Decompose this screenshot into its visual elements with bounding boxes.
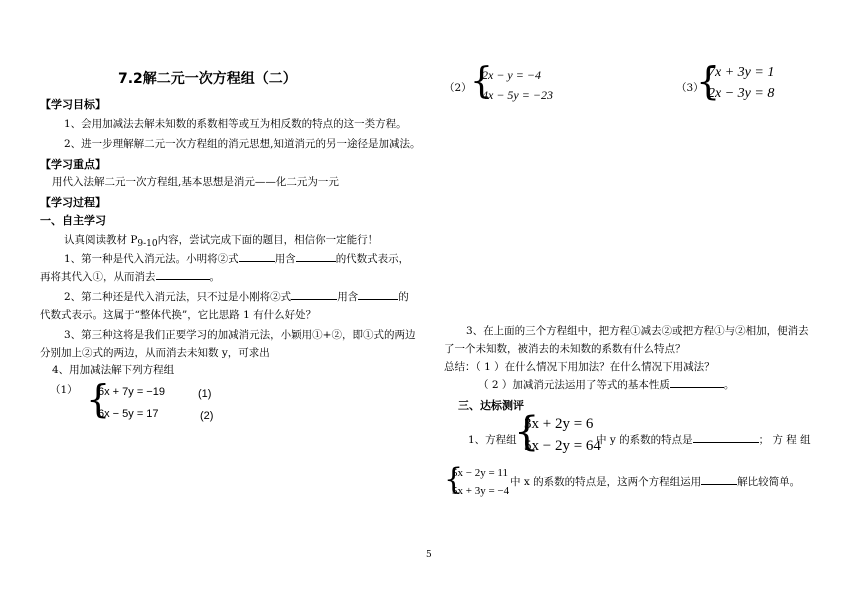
summary-2-line <box>478 377 734 392</box>
method-1-text-e: 。 <box>209 271 220 283</box>
question-3: 3、在上面的三个方程组中，把方程①减去②或把方程①与②相加，便消去 <box>466 325 809 337</box>
intro-text-b: 内容，尝试完成下面的题目，相信你一定能行！ <box>157 234 379 246</box>
equation-system-2 <box>470 61 590 106</box>
brace-icon: { <box>444 462 464 497</box>
system-4-eq-2: 5x − 2y = 64 <box>524 438 601 454</box>
self-study-heading: 一、自主学习 <box>40 214 106 227</box>
equation-system-4 <box>514 409 601 460</box>
brace-icon: { <box>514 409 540 455</box>
test-1-line-2 <box>510 474 800 489</box>
goal-2: 2、进一步理解解二元一次方程组的消元思想,知道消元的另一途径是加减法。 <box>64 138 421 150</box>
test-1-text-c: ； 方 程 组 <box>758 434 811 446</box>
blank-1c[interactable] <box>156 269 210 280</box>
q4-3-label: （3） <box>676 82 704 94</box>
test-1-text-b: 中 y 的系数的特点是 <box>596 434 693 446</box>
blank-2b[interactable] <box>358 289 398 300</box>
blank-test-2[interactable] <box>701 474 737 485</box>
system-2-eq-1: 2x − y = −4 <box>482 68 541 82</box>
goal-1: 1、会用加减法去解未知数的系数相等或互为相反数的特点的这一类方程。 <box>64 118 407 130</box>
method-2-text-b: 用含 <box>337 291 359 303</box>
method-2-line-2: 代数式表示。这属于“整体代换”，它比思路 1 有什么好处？ <box>40 309 317 321</box>
focus-heading: 【学习重点】 <box>40 158 106 171</box>
brace-icon: { <box>86 377 111 421</box>
method-2-text-c: 的 <box>398 291 409 303</box>
test-1-text-d: 中 x 的系数的特点是，这两个方程组运用 <box>510 476 702 488</box>
summary-2-end: 。 <box>723 379 735 391</box>
intro-text-a: 认真阅读教材 P <box>64 234 138 246</box>
test-heading: 三、达标测评 <box>458 399 524 412</box>
system-5-eq-2: 5x + 3y = −4 <box>452 485 510 497</box>
system-1-tag-1: (1) <box>198 388 212 400</box>
method-1-text-b: 用含 <box>274 253 296 265</box>
process-heading: 【学习过程】 <box>40 196 106 209</box>
system-3-eq-2: 2x − 3y = 8 <box>708 86 775 101</box>
summary-2: （ 2 ）加减消元法运用了等式的基本性质 <box>478 379 670 391</box>
system-2-eq-2: 4x − 5y = −23 <box>482 88 553 102</box>
method-3-line: 3、第三种这将是我们正要学习的加减消元法，小颖用①+②，即①式的两边 <box>64 329 416 341</box>
blank-test-1[interactable] <box>693 432 759 443</box>
system-4-eq-1: 3x + 2y = 6 <box>524 416 594 432</box>
system-3-eq-1: 7x + 3y = 1 <box>708 65 775 80</box>
method-1-text-a: 1、第一种是代入消元法。小明将②式 <box>64 253 239 265</box>
equation-system-5 <box>444 462 510 500</box>
blank-summary[interactable] <box>670 377 724 388</box>
test-1-text-a: 1、方程组 <box>468 434 517 446</box>
brace-icon: { <box>470 61 493 102</box>
method-1-text-c: 的代数式表示， <box>335 253 410 265</box>
method-1-line-2 <box>40 269 220 284</box>
q4-2-label: （2） <box>444 82 472 94</box>
equation-system-1 <box>86 377 236 426</box>
method-2-line <box>64 289 409 304</box>
focus-text: 用代入法解二元一次方程组,基本思想是消元——化二元为一元 <box>52 176 339 188</box>
method-2-text-a: 2、第二种还是代入消元法，只不过是小刚将②式 <box>64 291 292 303</box>
method-1-text-d: 再将其代入①，从而消去 <box>40 271 156 283</box>
brace-icon: { <box>696 59 721 103</box>
q4-1-label: （1） <box>50 384 78 396</box>
blank-2a[interactable] <box>291 289 337 300</box>
test-1-line <box>596 432 811 447</box>
question-4: 4、用加减法解下列方程组 <box>52 364 175 376</box>
system-1-eq-1: 6x + 7y = −19 <box>98 386 165 398</box>
page-title: 7.2解二元一次方程组（二） <box>118 71 297 87</box>
goals-heading: 【学习目标】 <box>40 98 106 111</box>
method-1-line <box>64 251 409 266</box>
method-3-line-2: 分别加上②式的两边，从而消去未知数 y，可求出 <box>40 347 270 359</box>
intro-line <box>64 232 378 249</box>
page-number: 5 <box>426 550 432 560</box>
question-3-line-2: 了一个未知数，被消去的未知数的系数有什么特点？ <box>444 343 686 355</box>
system-1-eq-2: 6x − 5y = 17 <box>98 408 159 420</box>
blank-1a[interactable] <box>239 251 275 262</box>
system-1-tag-2: (2) <box>200 410 214 422</box>
equation-system-3 <box>696 59 806 106</box>
summary-1: 总结：（ 1 ）在什么情况下用加法？在什么情况下用减法？ <box>444 361 715 373</box>
test-1-text-e: 解比较简单。 <box>737 476 801 488</box>
intro-subscript: 9-10 <box>137 239 158 250</box>
system-5-eq-1: 5x − 2y = 11 <box>452 467 508 479</box>
blank-1b[interactable] <box>296 251 336 262</box>
